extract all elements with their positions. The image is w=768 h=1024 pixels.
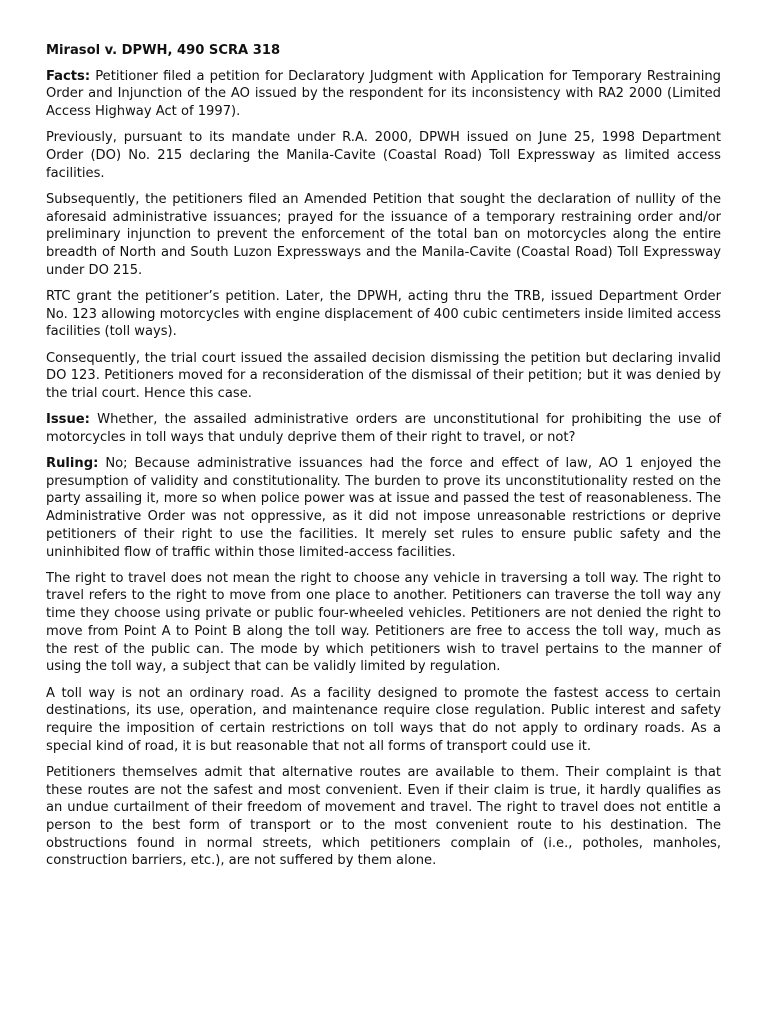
ruling-text: No; Because administrative issuances had the force and effect of law, AO 1 enjoyed the presumption of validity and constitutionality. The burden to prove its unconstitutionality rested on the party assailing it, more so when police power was at issue and passed the test of reasonableness. The Administrative Order was not oppressive, as it did not impose unreasonable restrictions or deprive petitioners of their right to use the facilities. It merely set rules to ensure public safety and the uninhibited flow of traffic within those limited-access facilities. xyxy=(46,456,721,560)
consequently-paragraph: Consequently, the trial court issued the assailed decision dismissing the petition but declaring invalid DO 123. Petitioners moved for a reconsideration of the dismissal of their petition; but it was denied by the trial court. Hence this case. xyxy=(46,350,721,401)
previously-paragraph: Previously, pursuant to its mandate under R.A. 2000, DPWH issued on June 25, 1998 Department Order (DO) No. 215 declaring the Manila-Cavite (Coastal Road) Toll Expressway as limited access facilities. xyxy=(46,130,721,181)
issue-label: Issue: xyxy=(46,412,90,428)
toll-way-paragraph: A toll way is not an ordinary road. As a facility designed to promote the fastest access to certain destinations, its use, operation, and maintenance require close regulation. Public interest and safety require the imposition of certain restrictions on toll ways that do not apply to ordinary roads. As a special kind of road, it is but reasonable that not all forms of transport could use it. xyxy=(46,685,721,754)
case-title: Mirasol v. DPWH, 490 SCRA 318 xyxy=(46,43,281,58)
facts-text: Petitioner filed a petition for Declaratory Judgment with Application for Temporary Restraining Order and Injunction of the AO issued by the respondent for its inconsistency with RA2 2000 (Limited Access Highway Act of 1997). xyxy=(46,68,721,120)
issue-text: Whether, the assailed administrative orders are unconstitutional for prohibiting the use of motorcycles in toll ways that unduly deprive them of their right to travel, or not? xyxy=(46,412,721,445)
document-page xyxy=(46,42,721,879)
ruling-label: Ruling: xyxy=(46,456,99,472)
subsequently-paragraph: Subsequently, the petitioners filed an Amended Petition that sought the declaration of nullity of the aforesaid administrative issuances; prayed for the issuance of a temporary restraining order and/or preliminary injunction to prevent the enforcement of the total ban on motorcycles along the entire breadth of North and South Luzon Expressways and the Manila-Cavite (Coastal Road) Toll Expressway under DO 215. xyxy=(46,191,721,278)
ruling-paragraph xyxy=(46,455,721,561)
issue-paragraph xyxy=(46,411,721,446)
right-to-travel-paragraph: The right to travel does not mean the right to choose any vehicle in traversing a toll way. The right to travel refers to the right to move from one place to another. Petitioners can traverse the toll way any time they choose using private or public four-wheeled vehicles. Petitioners are not denied the right to move from Point A to Point B along the toll way. Petitioners are free to access the toll way, much as the rest of the public can. The mode by which petitioners wish to travel pertains to the manner of using the toll way, a subject that can be validly limited by regulation. xyxy=(46,570,721,675)
alternative-routes-paragraph: Petitioners themselves admit that alternative routes are available to them. Their complaint is that these routes are not the safest and most convenient. Even if their claim is true, it hardly qualifies as an undue curtailment of their freedom of movement and travel. The right to travel does not entitle a person to the best form of transport or to the most convenient route to his destination. The obstructions found in normal streets, which petitioners complain of (i.e., potholes, manholes, construction barriers, etc.), are not suffered by them alone. xyxy=(46,764,721,869)
facts-label: Facts: xyxy=(46,68,91,84)
facts-paragraph xyxy=(46,68,721,121)
rtc-paragraph: RTC grant the petitioner’s petition. Later, the DPWH, acting thru the TRB, issued Department Order No. 123 allowing motorcycles with engine displacement of 400 cubic centimeters inside limited access facilities (toll ways). xyxy=(46,288,721,340)
